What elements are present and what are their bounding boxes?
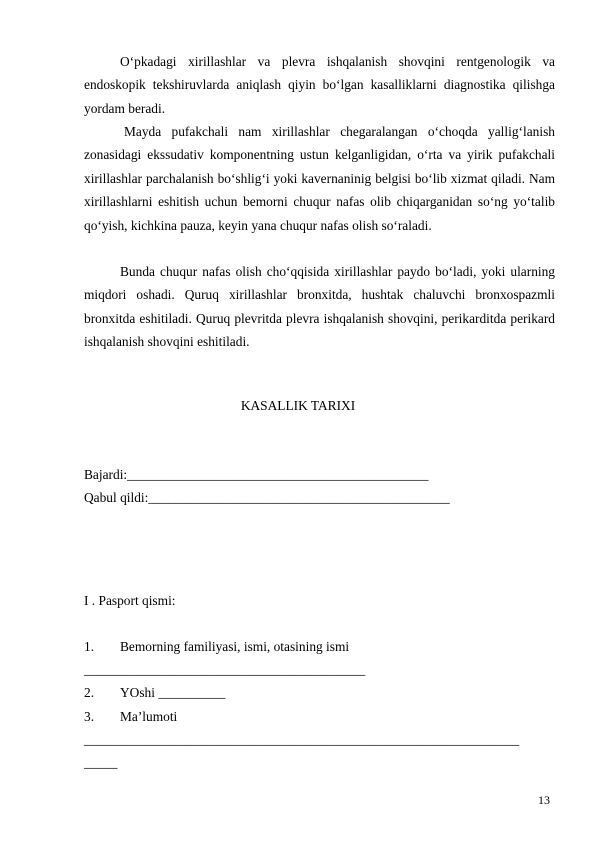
paragraph-1: O‘pkadagi xirillashlar va plevra ishqalanish shovqini rentgenologik va endoskopik tekshiruvlarda aniqlash qiyin bo‘lgan kasalliklarni diagnostika qilishga yordam beradi.: [84, 54, 555, 116]
qabul-line: Qabul qildi:_____________________________________________: [84, 490, 450, 505]
section-title: KASALLIK TARIXI: [240, 398, 356, 413]
blank-line-1: __________________________________________: [84, 662, 366, 677]
page-number: 13: [538, 793, 550, 807]
list-text: Bemorning familiyasi, ismi, otasining ismi: [120, 639, 350, 654]
list-text: YOshi __________: [120, 685, 226, 700]
paragraph-3: Bunda chuqur nafas olish cho‘qqisida xirillashlar paydo bo‘ladi, yoki ularning miqdori oshadi. Quruq xirillashlar bronxitda, hushtak chaluvchi bronxospazmli bronxitda eshitiladi. Quruq plevritda plevra ishqalanish shovqini, perikarditda perikard ishqalanish shovqini eshitiladi.: [84, 264, 555, 350]
blank-line-2: _________________________________________________________________: [84, 732, 520, 747]
list-text: Ma’lumoti: [120, 709, 178, 724]
list-number: 2.: [84, 685, 95, 700]
bajardi-line: Bajardi:_____________________________________________: [84, 467, 429, 482]
list-number: 1.: [84, 639, 95, 654]
list-item-2: [84, 683, 225, 703]
list-number: 3.: [84, 709, 95, 724]
list-item-3: [84, 707, 177, 727]
list-item-1: [84, 637, 349, 657]
blank-line-3: _____: [84, 755, 118, 770]
passport-heading: I . Pasport qismi:: [84, 593, 176, 608]
paragraph-2: Mayda pufakchali nam xirillashlar chegaralangan o‘choqda yallig‘lanish zonasidagi ekssudativ komponentning ustun kelganligidan, o‘rta va yirik pufakchali xirillashlar parchalanish bo‘shlig‘i yoki kavernaninig belgisi bo‘lib xizmat qiladi. Nam xirillashlarni eshitish uchun bemorni chuqur nafas olib chiqarganidan so‘ng yo‘talib qo‘yish, kichkina pauza, keyin yana chuqur nafas olish so‘raladi.: [84, 124, 555, 233]
